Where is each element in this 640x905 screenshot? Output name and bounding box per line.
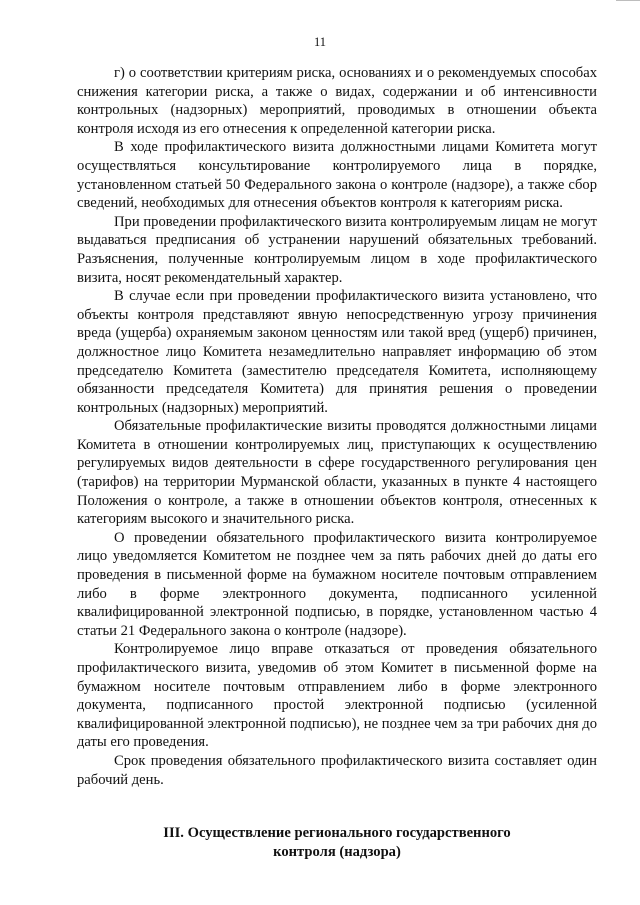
section-heading <box>77 824 597 862</box>
section-heading-line-1: III. Осуществление регионального государственного <box>163 825 511 841</box>
document-body <box>77 64 597 789</box>
page-number: 11 <box>313 35 327 49</box>
paragraph-visit-duration: Срок проведения обязательного профилактического визита составляет один рабочий день. <box>77 752 597 788</box>
paragraph-no-prescriptions: При проведении профилактического визита контролируемым лицам не могут выдаваться предписания об устранении нарушений обязательных требований. Разъяснения, полученные контролируемым лицом в ходе профилактического визита, носят рекомендательный характер. <box>77 213 597 286</box>
paragraph-risk-category: г) о соответствии критериям риска, основаниях и о рекомендуемых способах снижения категории риска, а также о видах, содержании и об интенсивности контрольных (надзорных) мероприятий, проводимых в отношении объекта контроля исходя из его отнесения к определенной категории риска. <box>77 65 597 137</box>
scan-mark <box>616 0 640 7</box>
paragraph-threat-of-harm: В случае если при проведении профилактического визита установлено, что объекты контроля представляют явную непосредственную угрозу причинения вреда (ущерба) охраняемым законом ценностям или такой вред (ущерб) причинен, должностное лицо Комитета незамедлительно направляет информацию об этом председателю Комитета (заместителю председателя Комитета, исполняющему обязанности председателя Комитета) для принятия решения о проведении контрольных (надзорных) мероприятий. <box>77 288 597 416</box>
paragraph-visit-refusal: Контролируемое лицо вправе отказаться от проведения обязательного профилактического визита, уведомив об этом Комитет в письменной форме на бумажном носителе почтовым отправлением либо в форме электронного документа, подписанного простой электронной подписью (усиленной квалифицированной электронной подписью), не позднее чем за три рабочих дня до даты его проведения. <box>77 641 597 751</box>
paragraph-consultation: В ходе профилактического визита должностными лицами Комитета могут осуществляться консультирование контролируемого лица в порядке, установленном статьей 50 Федерального закона о контроле (надзоре), а также сбор сведений, необходимых для отнесения объектов контроля к категориям риска. <box>77 139 597 212</box>
paragraph-mandatory-visits: Обязательные профилактические визиты проводятся должностными лицами Комитета в отношении контролируемых лиц, приступающих к осуществлению регулируемых видов деятельности в сфере государственного регулирования цен (тарифов) на территории Мурманской области, указанных в пункте 4 настоящего Положения о контроле, а также в отношении объектов контроля, отнесенных к категориям высокого и значительного риска. <box>77 418 597 528</box>
paragraph-visit-notification: О проведении обязательного профилактического визита контролируемое лицо уведомляется Комитетом не позднее чем за пять рабочих дней до даты его проведения в письменной форме на бумажном носителе почтовым отправлением либо в форме электронного документа, подписанного усиленной квалифицированной электронной подписью, в порядке, установленном частью 4 статьи 21 Федерального закона о контроле (надзоре). <box>77 529 597 639</box>
section-heading-line-2: контроля (надзора) <box>273 844 401 860</box>
